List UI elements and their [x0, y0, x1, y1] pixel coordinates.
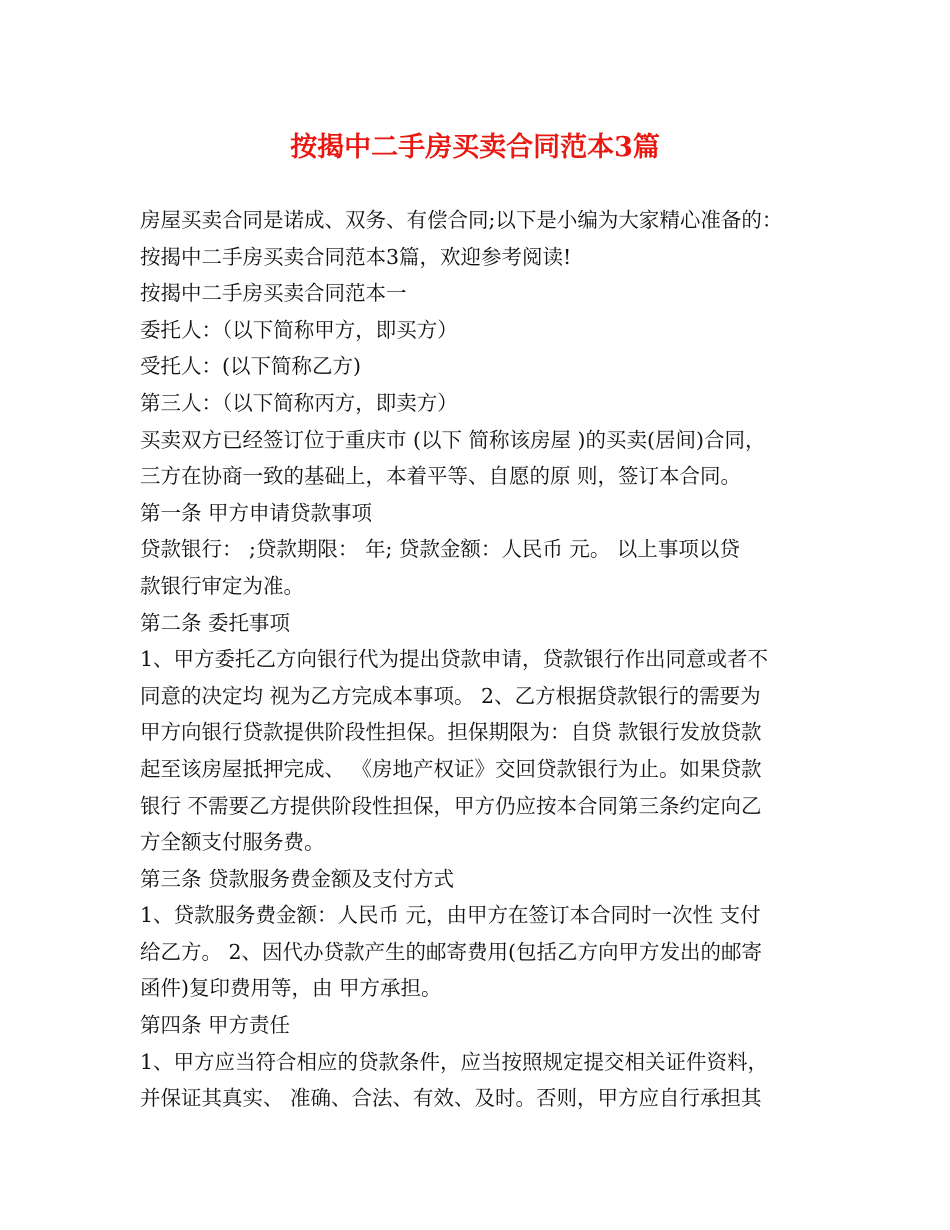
document-title: 按揭中二手房买卖合同范本3篇	[290, 132, 660, 163]
body-line: 并保证其真实、 准确、合法、有效、及时。否则，甲方应自行承担其	[140, 1086, 762, 1111]
body-line: 函件)复印费用等，由 甲方承担。	[140, 976, 442, 1001]
body-line: 1、甲方委托乙方向银行代为提出贷款申请，贷款银行作出同意或者不	[140, 647, 769, 672]
body-line: 三方在协商一致的基础上，本着平等、自愿的原 则，签订本合同。	[140, 464, 742, 489]
body-line: 按揭中二手房买卖合同范本3篇，欢迎参考阅读!	[140, 244, 572, 269]
body-line: 给乙方。 2、因代办贷款产生的邮寄费用(包括乙方向甲方发出的邮寄	[140, 939, 763, 964]
section-heading: 按揭中二手房买卖合同范本一	[140, 281, 407, 306]
body-line: 贷款银行： ;贷款期限： 年; 贷款金额：人民币 元。 以上事项以贷	[140, 537, 740, 562]
body-line: 受托人：(以下简称乙方)	[140, 354, 361, 379]
article-heading: 第三条 贷款服务费金额及支付方式	[140, 866, 455, 891]
body-line: 买卖双方已经签订位于重庆市 (以下 简称该房屋 )的买卖(居间)合同，	[140, 427, 766, 452]
body-line: 银行 不需要乙方提供阶段性担保，甲方仍应按本合同第三条约定向乙	[140, 793, 762, 818]
body-line: 房屋买卖合同是诺成、双务、有偿合同;以下是小编为大家精心准备的：	[140, 208, 783, 232]
article-heading: 第二条 委托事项	[140, 610, 291, 635]
article-heading: 第一条 甲方申请贷款事项	[140, 500, 373, 525]
body-line: 起至该房屋抵押完成、 《房地产权证》交回贷款银行为止。如果贷款	[140, 756, 762, 781]
body-line: 款银行审定为准。	[140, 573, 304, 598]
body-line: 第三人：（以下简称丙方，即卖方）	[140, 390, 458, 415]
body-line: 委托人：（以下简称甲方，即买方）	[140, 317, 458, 342]
body-line: 同意的决定均 视为乙方完成本事项。 2、乙方根据贷款银行的需要为	[140, 683, 761, 708]
body-line: 1、贷款服务费金额：人民币 元，由甲方在签订本合同时一次性 支付	[140, 903, 761, 928]
article-heading: 第四条 甲方责任	[140, 1013, 291, 1038]
body-line: 1、甲方应当符合相应的贷款条件，应当按照规定提交相关证件资料，	[140, 1049, 769, 1074]
document-body	[140, 202, 830, 1117]
body-line: 方全额支付服务费。	[140, 830, 325, 855]
body-line: 甲方向银行贷款提供阶段性担保。担保期限为：自贷 款银行发放贷款	[140, 720, 762, 745]
